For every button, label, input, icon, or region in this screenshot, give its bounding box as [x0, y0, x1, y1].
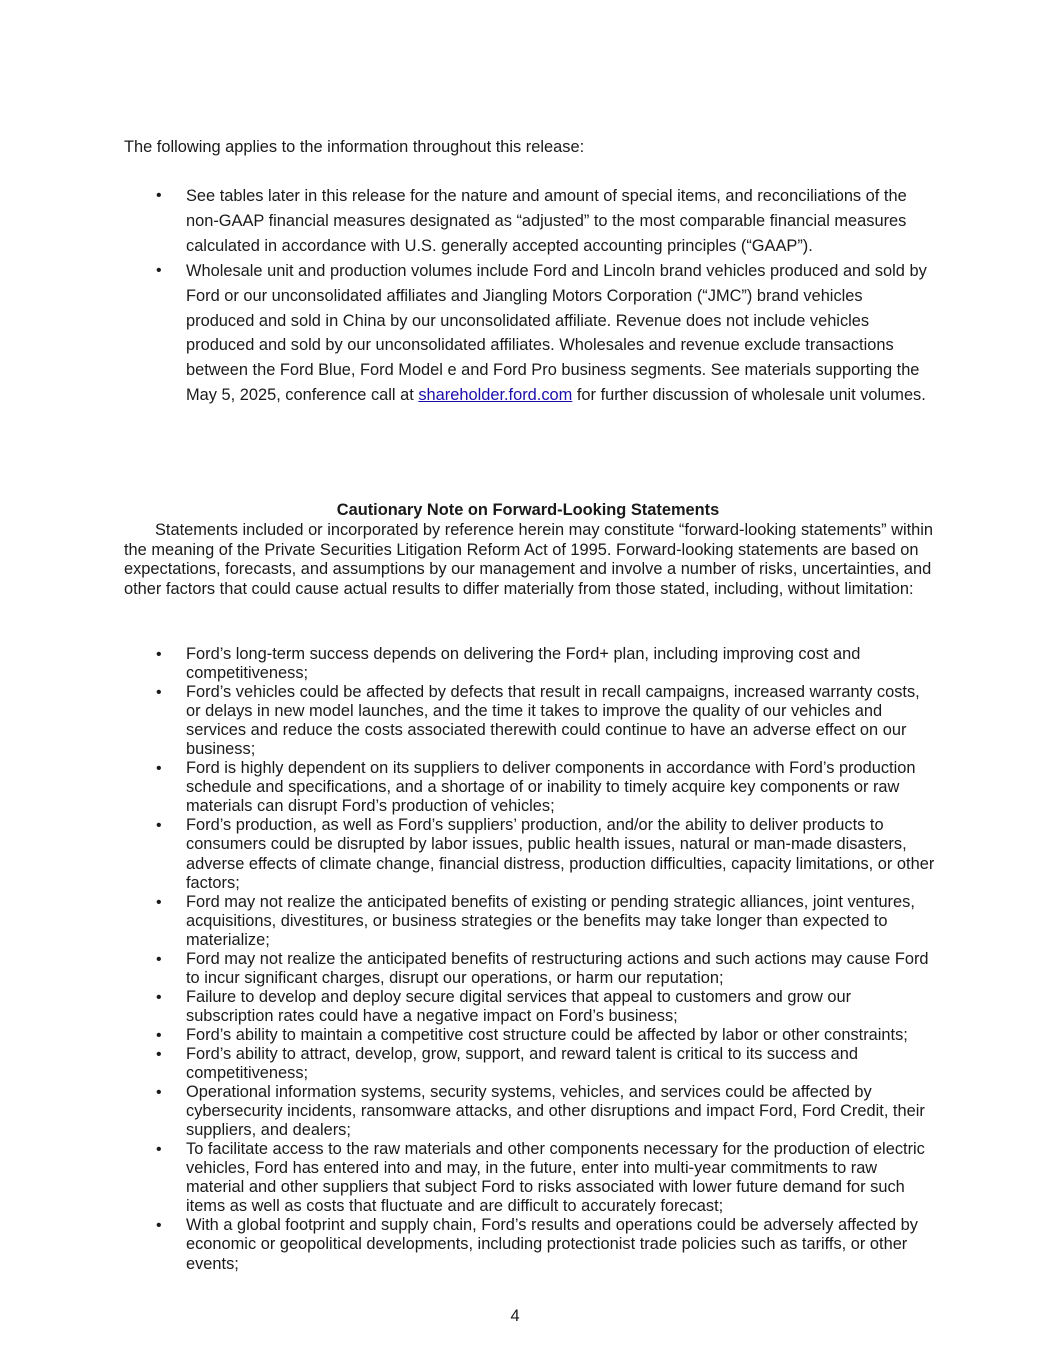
bullet-icon: • [156, 646, 162, 663]
risk-text: Ford may not realize the anticipated benefits of existing or pending strategic alliances, joint ventures, acquisitions, divestitures, or business strategies or the benefits may take longer than expected to materialize; [186, 892, 915, 949]
risk-text: Failure to develop and deploy secure digital services that appeal to customers and grow our subscription rates could have a negative impact on Ford’s business; [186, 987, 852, 1025]
bullet-icon: • [156, 817, 162, 835]
list-item [124, 950, 936, 988]
section-title: Cautionary Note on Forward-Looking Statements [336, 501, 720, 519]
bullet-icon: • [156, 684, 162, 702]
bullet-icon: • [156, 1026, 162, 1044]
bullet-icon: • [156, 988, 162, 1006]
risk-text: Operational information systems, security systems, vehicles, and services could be affected by cybersecurity incidents, ransomware attacks, and other disruptions and impact Ford, Ford Credit, their suppliers, and dealers; [186, 1083, 925, 1140]
risk-text: Ford is highly dependent on its suppliers to deliver components in accordance with Ford’s production schedule and specifications, and a shortage of or inability to timely acquire key components or raw materials can disrupt Ford’s production of vehicles; [186, 759, 916, 816]
shareholder-link[interactable]: shareholder.ford.com [418, 386, 573, 405]
list-item [124, 759, 936, 816]
risk-text: Ford’s vehicles could be affected by defects that result in recall campaigns, increased warranty costs, or delays in new model launches, and the time it takes to improve the quality of our vehicles and services and reduce the costs associated therewith could continue to have an adverse effect on our business; [186, 683, 920, 759]
list-item [124, 645, 936, 683]
risk-text: Ford’s long-term success depends on delivering the Ford+ plan, including improving cost and competitiveness; [186, 645, 861, 683]
bullet-icon: • [156, 1141, 162, 1159]
list-item [124, 1083, 936, 1140]
list-item [124, 1026, 936, 1045]
risk-text: Ford’s ability to maintain a competitive cost structure could be affected by labor or other constraints; [186, 1025, 908, 1044]
note-text: See tables later in this release for the nature and amount of special items, and reconciliations of the non-GAAP financial measures designated as “adjusted” to the most comparable financial measures calculated in accordance with U.S. generally accepted accounting principles (“GAAP”). [186, 187, 907, 255]
note-text-tail: for further discussion of wholesale unit volumes. [572, 386, 926, 405]
list-item [124, 259, 934, 408]
intro-text: The following applies to the information throughout this release: [124, 138, 585, 156]
list-item [124, 816, 936, 892]
list-item [124, 1216, 936, 1273]
bullet-icon: • [156, 950, 162, 968]
note-text: Wholesale unit and production volumes include Ford and Lincoln brand vehicles produced and sold by Ford or our unconsolidated affiliates and Jiangling Motors Corporation (“JMC”) brand vehicles produced and sold in China by our unconsolidated affiliate. Revenue does not include vehicles produced and sold by our unconsolidated affiliates. Wholesales and revenue exclude transactions between the Ford Blue, Ford Model e and Ford Pro business segments. See materials supporting the May 5, 2025, conference call at [186, 261, 927, 405]
risk-text: Ford’s production, as well as Ford’s suppliers’ production, and/or the ability to deliver products to consumers could be disrupted by labor issues, public health issues, natural or man-made disasters, adverse effects of climate change, financial distress, production difficulties, capacity limitations, or other factors; [186, 816, 935, 892]
list-item [124, 184, 934, 259]
bullet-icon: • [156, 1084, 162, 1102]
risk-text: Ford’s ability to attract, develop, grow, support, and reward talent is critical to its success and competitiveness; [186, 1044, 859, 1083]
risk-factors-list [124, 645, 936, 1274]
list-item [124, 683, 936, 759]
risk-text: To facilitate access to the raw materials and other components necessary for the production of electric vehicles, Ford has entered into and may, in the future, enter into multi-year commitments to raw material and other suppliers that subject Ford to risks associated with lower future demand for such items as well as costs that fluctuate and are difficult to accurately forecast; [186, 1140, 925, 1216]
bullet-icon: • [156, 1045, 162, 1063]
list-item [124, 988, 936, 1026]
list-item [124, 1045, 936, 1083]
bullet-icon: • [156, 187, 162, 204]
risk-text: Ford may not realize the anticipated benefits of restructuring actions and such actions may cause Ford to incur significant charges, disrupt our operations, or harm our reputation; [186, 949, 929, 987]
bullet-icon: • [156, 1217, 162, 1235]
page-number: 4 [510, 1307, 520, 1325]
list-item [124, 893, 936, 950]
bullet-icon: • [156, 893, 162, 911]
bullet-icon: • [156, 760, 162, 778]
risk-text: With a global footprint and supply chain, Ford’s results and operations could be adversely affected by economic or geopolitical developments, including protectionist trade policies such as tariffs, or other events; [186, 1216, 918, 1273]
cautionary-paragraph: Statements included or incorporated by reference herein may constitute “forward-looking statements” within the meaning of the Private Securities Litigation Reform Act of 1995. Forward-looking statements are based on expectations, forecasts, and assumptions by our management and involve a number of risks, uncertainties, and other factors that could cause actual results to differ materially from those stated, including, without limitation: [124, 521, 934, 598]
bullet-icon: • [156, 261, 162, 279]
list-item [124, 1140, 936, 1216]
release-notes-list [124, 184, 934, 408]
